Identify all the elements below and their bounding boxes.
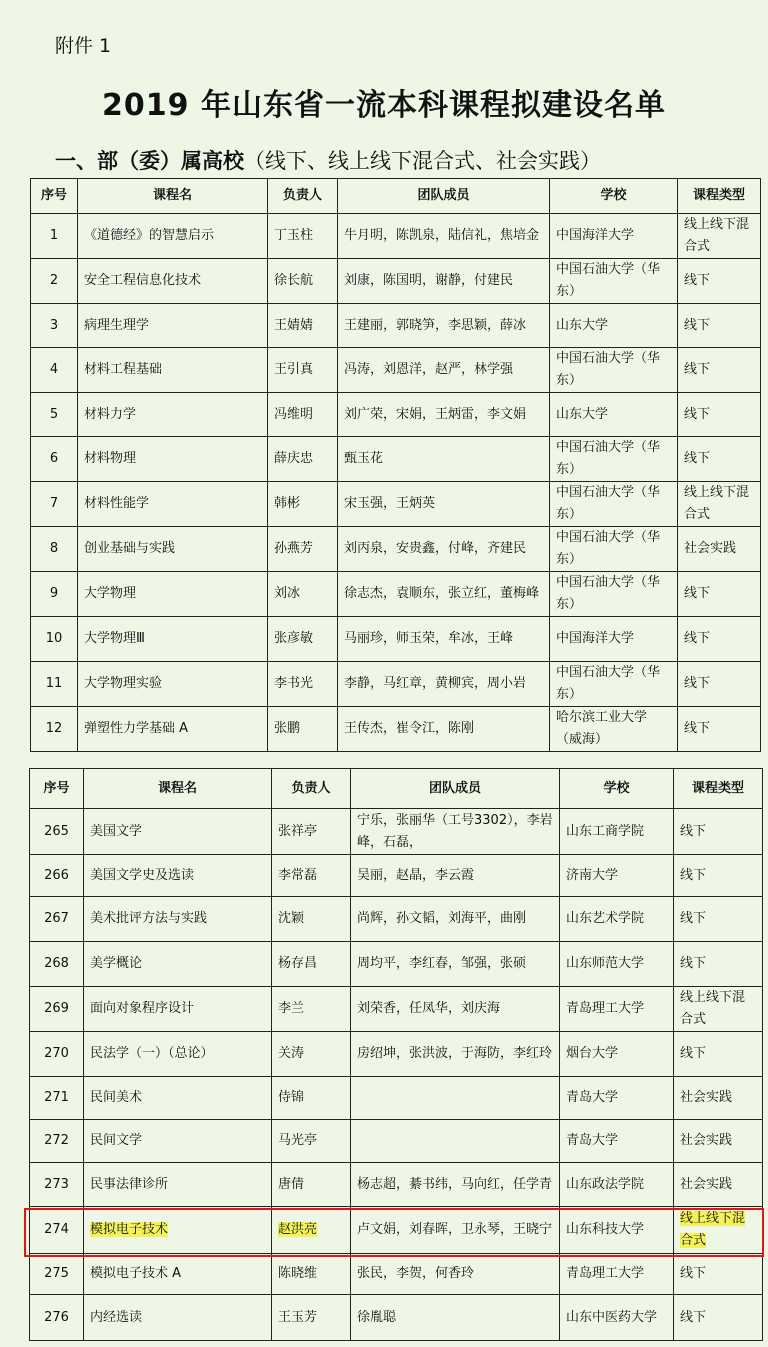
cell-team <box>351 1077 560 1120</box>
cell-type: 线下 <box>678 348 761 393</box>
cell-course: 材料力学 <box>78 393 268 437</box>
cell-course: 安全工程信息化技术 <box>78 259 268 304</box>
cell-no: 1 <box>31 214 78 259</box>
cell-course: 美学概论 <box>84 942 272 987</box>
cell-lead: 张祥亭 <box>272 809 351 855</box>
table-row <box>30 1254 763 1295</box>
col-header-course: 课程名 <box>84 769 272 809</box>
cell-type: 线上线下混合式 <box>674 987 763 1032</box>
cell-course: 病理生理学 <box>78 304 268 348</box>
col-header-lead: 负责人 <box>272 769 351 809</box>
cell-lead: 杨存昌 <box>272 942 351 987</box>
cell-lead: 侍锦 <box>272 1077 351 1120</box>
cell-school: 中国海洋大学 <box>550 617 678 662</box>
section-heading-text: 一、部（委）属高校 <box>55 149 244 173</box>
cell-lead: 王引真 <box>268 348 338 393</box>
table-row <box>31 662 761 707</box>
cell-team: 王传杰，崔令江，陈刚 <box>338 707 550 752</box>
course-table-2 <box>29 768 763 1341</box>
highlighted-lead: 赵洪亮 <box>278 1222 318 1237</box>
table-row <box>30 942 763 987</box>
cell-type: 线上线下混合式 <box>678 214 761 259</box>
cell-team: 刘康，陈国明，谢静，付建民 <box>338 259 550 304</box>
table-row <box>31 259 761 304</box>
cell-lead: 马光亭 <box>272 1120 351 1163</box>
cell-no: 7 <box>31 482 78 527</box>
cell-school: 山东艺术学院 <box>560 897 674 942</box>
cell-school: 青岛理工大学 <box>560 1254 674 1295</box>
col-header-team: 团队成员 <box>338 179 550 214</box>
highlighted-course: 模拟电子技术 <box>90 1222 169 1237</box>
cell-team: 周均平，李红春，邹强，张硕 <box>351 942 560 987</box>
table-row <box>31 572 761 617</box>
cell-type: 线下 <box>674 809 763 855</box>
cell-team: 刘荣香，任凤华，刘庆海 <box>351 987 560 1032</box>
cell-school: 济南大学 <box>560 855 674 897</box>
cell-no: 268 <box>30 942 84 987</box>
cell-no: 6 <box>31 437 78 482</box>
document-title: 2019 年山东省一流本科课程拟建设名单 <box>102 88 666 123</box>
cell-no: 269 <box>30 987 84 1032</box>
cell-course: 弹塑性力学基础 A <box>78 707 268 752</box>
cell-course: 材料物理 <box>78 437 268 482</box>
cell-team: 马丽珍，师玉荣，牟冰，王峰 <box>338 617 550 662</box>
cell-type: 线下 <box>674 1295 763 1341</box>
cell-lead: 韩彬 <box>268 482 338 527</box>
cell-no: 4 <box>31 348 78 393</box>
cell-lead: 沈颖 <box>272 897 351 942</box>
col-header-no: 序号 <box>31 179 78 214</box>
cell-type: 线下 <box>674 855 763 897</box>
cell-no: 11 <box>31 662 78 707</box>
cell-school: 中国海洋大学 <box>550 214 678 259</box>
cell-school: 中国石油大学（华东） <box>550 572 678 617</box>
cell-school: 中国石油大学（华东） <box>550 348 678 393</box>
cell-course: 内经选读 <box>84 1295 272 1341</box>
cell-no: 274 <box>30 1207 84 1254</box>
cell-lead: 张彦敏 <box>268 617 338 662</box>
table-row <box>30 809 763 855</box>
table-row <box>30 1295 763 1341</box>
section-heading <box>55 145 601 175</box>
cell-type: 线下 <box>678 617 761 662</box>
cell-no: 9 <box>31 572 78 617</box>
table-row <box>31 437 761 482</box>
cell-lead: 刘冰 <box>268 572 338 617</box>
cell-lead: 关涛 <box>272 1032 351 1077</box>
col-header-type: 课程类型 <box>678 179 761 214</box>
table-row <box>31 348 761 393</box>
cell-no: 266 <box>30 855 84 897</box>
cell-school: 中国石油大学（华东） <box>550 662 678 707</box>
cell-team: 宋玉强，王炳英 <box>338 482 550 527</box>
cell-school: 青岛大学 <box>560 1120 674 1163</box>
table-row <box>30 987 763 1032</box>
cell-no: 2 <box>31 259 78 304</box>
cell-course: 大学物理 <box>78 572 268 617</box>
cell-type: 线下 <box>674 897 763 942</box>
cell-type: 线下 <box>678 707 761 752</box>
cell-course: 民法学（一）（总论） <box>84 1032 272 1077</box>
cell-school: 中国石油大学（华东） <box>550 259 678 304</box>
table-row <box>30 1120 763 1163</box>
cell-no: 270 <box>30 1032 84 1077</box>
table-row <box>31 482 761 527</box>
cell-course: 大学物理实验 <box>78 662 268 707</box>
cell-team: 牛月明，陈凯泉，陆信礼，焦培金 <box>338 214 550 259</box>
cell-lead: 李常磊 <box>272 855 351 897</box>
cell-school: 山东中医药大学 <box>560 1295 674 1341</box>
cell-no: 5 <box>31 393 78 437</box>
cell-school: 山东大学 <box>550 393 678 437</box>
col-header-school: 学校 <box>550 179 678 214</box>
cell-team: 尚辉，孙文韬，刘海平，曲刚 <box>351 897 560 942</box>
table-header-row <box>30 769 763 809</box>
cell-school: 中国石油大学（华东） <box>550 482 678 527</box>
cell-no: 276 <box>30 1295 84 1341</box>
cell-course: 民间文学 <box>84 1120 272 1163</box>
cell-course: 美国文学史及选读 <box>84 855 272 897</box>
cell-type: 社会实践 <box>674 1077 763 1120</box>
cell-type: 线下 <box>678 437 761 482</box>
cell-course: 创业基础与实践 <box>78 527 268 572</box>
cell-no: 3 <box>31 304 78 348</box>
cell-lead: 王婧婧 <box>268 304 338 348</box>
cell-type: 线上线下混合式 <box>678 482 761 527</box>
cell-course: 模拟电子技术 A <box>84 1254 272 1295</box>
cell-course: 美术批评方法与实践 <box>84 897 272 942</box>
cell-no: 10 <box>31 617 78 662</box>
cell-school: 山东工商学院 <box>560 809 674 855</box>
attachment-label: 附件 1 <box>55 35 112 57</box>
cell-school: 山东政法学院 <box>560 1163 674 1207</box>
cell-team: 张民，李贺，何香玲 <box>351 1254 560 1295</box>
cell-lead: 徐长航 <box>268 259 338 304</box>
highlighted-type: 线上线下混合式 <box>680 1211 746 1248</box>
table-header-row <box>31 179 761 214</box>
cell-type: 线下 <box>678 393 761 437</box>
cell-team: 卢文娟，刘春晖，卫永琴，王晓宁 <box>351 1207 560 1254</box>
cell-team: 李静，马红章，黄柳宾，周小岩 <box>338 662 550 707</box>
cell-school: 青岛理工大学 <box>560 987 674 1032</box>
cell-school: 中国石油大学（华东） <box>550 437 678 482</box>
col-header-team: 团队成员 <box>351 769 560 809</box>
cell-team: 徐胤聪 <box>351 1295 560 1341</box>
cell-type: 线下 <box>674 1254 763 1295</box>
cell-no: 272 <box>30 1120 84 1163</box>
cell-no: 267 <box>30 897 84 942</box>
col-header-no: 序号 <box>30 769 84 809</box>
cell-school: 中国石油大学（华东） <box>550 527 678 572</box>
cell-course <box>84 1207 272 1254</box>
cell-school: 哈尔滨工业大学（威海） <box>550 707 678 752</box>
cell-type: 线下 <box>678 572 761 617</box>
cell-school: 青岛大学 <box>560 1077 674 1120</box>
col-header-school: 学校 <box>560 769 674 809</box>
table-row <box>30 1032 763 1077</box>
cell-type: 线下 <box>678 259 761 304</box>
cell-lead: 唐倩 <box>272 1163 351 1207</box>
cell-course: 民间美术 <box>84 1077 272 1120</box>
cell-team: 徐志杰，袁顺东，张立红，董梅峰 <box>338 572 550 617</box>
table-row <box>31 214 761 259</box>
table-row-highlighted <box>30 1207 763 1254</box>
cell-team <box>351 1120 560 1163</box>
cell-type: 线下 <box>678 304 761 348</box>
col-header-lead: 负责人 <box>268 179 338 214</box>
col-header-type: 课程类型 <box>674 769 763 809</box>
cell-lead: 冯维明 <box>268 393 338 437</box>
table-row <box>31 617 761 662</box>
cell-lead: 陈晓维 <box>272 1254 351 1295</box>
cell-lead: 王玉芳 <box>272 1295 351 1341</box>
cell-type: 线下 <box>674 1032 763 1077</box>
cell-team: 吴丽，赵晶，李云霞 <box>351 855 560 897</box>
cell-type: 社会实践 <box>674 1120 763 1163</box>
course-table-1 <box>30 178 761 752</box>
cell-school: 山东师范大学 <box>560 942 674 987</box>
cell-type: 社会实践 <box>674 1163 763 1207</box>
cell-course: 材料工程基础 <box>78 348 268 393</box>
cell-lead: 张鹏 <box>268 707 338 752</box>
cell-course: 大学物理Ⅲ <box>78 617 268 662</box>
cell-course: 美国文学 <box>84 809 272 855</box>
cell-lead: 李兰 <box>272 987 351 1032</box>
cell-team: 刘丙泉，安贵鑫，付峰，齐建民 <box>338 527 550 572</box>
cell-school: 山东大学 <box>550 304 678 348</box>
table-row <box>30 1077 763 1120</box>
cell-lead <box>272 1207 351 1254</box>
cell-team: 房绍坤，张洪波，于海防，李红玲 <box>351 1032 560 1077</box>
cell-no: 8 <box>31 527 78 572</box>
cell-team: 杨志超，綦书纬，马向红，任学青 <box>351 1163 560 1207</box>
table-row <box>31 707 761 752</box>
table-row <box>30 1163 763 1207</box>
cell-lead: 李书光 <box>268 662 338 707</box>
table-row <box>30 855 763 897</box>
table-row <box>30 897 763 942</box>
cell-school: 山东科技大学 <box>560 1207 674 1254</box>
cell-no: 273 <box>30 1163 84 1207</box>
cell-team: 甄玉花 <box>338 437 550 482</box>
cell-type: 线下 <box>678 662 761 707</box>
cell-team: 宁乐，张丽华（工号3302），李岩峰，石磊， <box>351 809 560 855</box>
cell-no: 265 <box>30 809 84 855</box>
cell-type <box>674 1207 763 1254</box>
cell-team: 冯涛，刘恩洋，赵严，林学强 <box>338 348 550 393</box>
cell-course: 《道德经》的智慧启示 <box>78 214 268 259</box>
table-row <box>31 527 761 572</box>
section-heading-paren: （线下、线上线下混合式、社会实践） <box>244 149 601 173</box>
table-row <box>31 304 761 348</box>
cell-type: 线下 <box>674 942 763 987</box>
cell-no: 12 <box>31 707 78 752</box>
cell-lead: 丁玉柱 <box>268 214 338 259</box>
cell-no: 275 <box>30 1254 84 1295</box>
cell-school: 烟台大学 <box>560 1032 674 1077</box>
cell-team: 王建丽，郭晓笋，李思颖，薛冰 <box>338 304 550 348</box>
cell-course: 材料性能学 <box>78 482 268 527</box>
cell-no: 271 <box>30 1077 84 1120</box>
table-row <box>31 393 761 437</box>
cell-course: 民事法律诊所 <box>84 1163 272 1207</box>
cell-type: 社会实践 <box>678 527 761 572</box>
cell-team: 刘广荣，宋娟，王炳雷，李文娟 <box>338 393 550 437</box>
cell-course: 面向对象程序设计 <box>84 987 272 1032</box>
cell-lead: 薛庆忠 <box>268 437 338 482</box>
col-header-course: 课程名 <box>78 179 268 214</box>
cell-lead: 孙燕芳 <box>268 527 338 572</box>
